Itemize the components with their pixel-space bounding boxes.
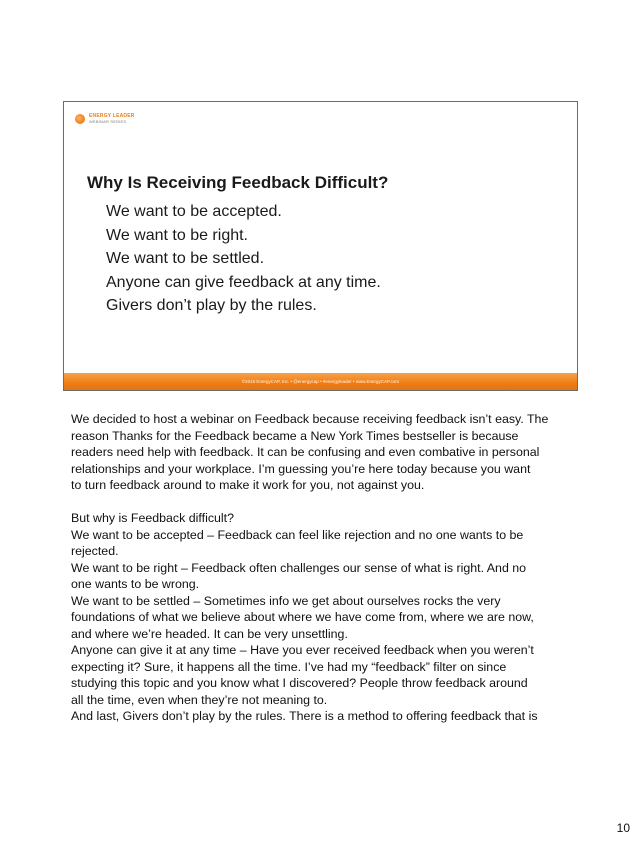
- notes-line: We want to be settled – Sometimes info we get about ourselves rocks the very: [71, 593, 501, 608]
- logo-line-2: WEBINAR SERIES: [89, 119, 127, 124]
- notes-line: foundations of what we believe about where we have come from, where we are now,: [71, 610, 534, 624]
- notes-line: and where we’re headed. It can be very unsettling.: [71, 626, 348, 641]
- slide-bullet: We want to be right.: [106, 226, 248, 244]
- logo-mark-icon: [75, 114, 85, 124]
- slide-footer-bar: [64, 373, 577, 390]
- notes-line: We decided to host a webinar on Feedback because receiving feedback isn’t easy. The: [71, 412, 549, 426]
- notes-line: And last, Givers don’t play by the rules. There is a method to offering feedback that is: [71, 709, 538, 723]
- speaker-notes: [71, 411, 571, 725]
- slide-title: Why Is Receiving Feedback Difficult?: [87, 173, 389, 192]
- notes-line: readers need help with feedback. It can be confusing and even combative in personal: [71, 445, 540, 459]
- notes-line: expecting it? Sure, it happens all the time. I’ve had my “feedback” filter on since: [71, 659, 507, 674]
- page-number: 10: [616, 821, 630, 835]
- notes-line: studying this topic and you know what I discovered? People throw feedback around: [71, 676, 528, 690]
- slide-image: [63, 101, 578, 391]
- notes-line: rejected.: [71, 544, 119, 558]
- slide-bullet: We want to be settled.: [106, 250, 265, 267]
- logo-text: [89, 114, 135, 124]
- energy-leader-logo: [75, 114, 135, 124]
- slide-footer-text: ©2015 EnergyCAP, Inc. • @energycap • #energyleader • www.EnergyCAP.com: [241, 379, 400, 384]
- slide-bullet: Givers don’t play by the rules.: [106, 297, 317, 314]
- paragraph-gap: [71, 494, 571, 511]
- notes-line: relationships and your workplace. I’m guessing you’re here today because you want: [71, 461, 531, 476]
- slide-bullet-list: [106, 200, 381, 318]
- notes-line: But why is Feedback difficult?: [71, 511, 234, 525]
- notes-line: We want to be accepted – Feedback can feel like rejection and no one wants to be: [71, 527, 524, 542]
- slide-bullet: Anyone can give feedback at any time.: [106, 273, 381, 291]
- notes-line: to turn feedback around to make it work for you, not against you.: [71, 478, 425, 492]
- notes-line: Anyone can give it at any time – Have you ever received feedback when you weren’t: [71, 643, 534, 657]
- logo-line-1: ENERGY LEADER: [89, 113, 135, 119]
- slide-bullet: We want to be accepted.: [106, 203, 282, 220]
- notes-line: We want to be right – Feedback often challenges our sense of what is right. And no: [71, 560, 527, 575]
- notes-line: all the time, even when they’re not meaning to.: [71, 692, 328, 707]
- notes-line: one wants to be wrong.: [71, 577, 200, 591]
- notes-line: reason Thanks for the Feedback became a New York Times bestseller is because: [71, 428, 519, 443]
